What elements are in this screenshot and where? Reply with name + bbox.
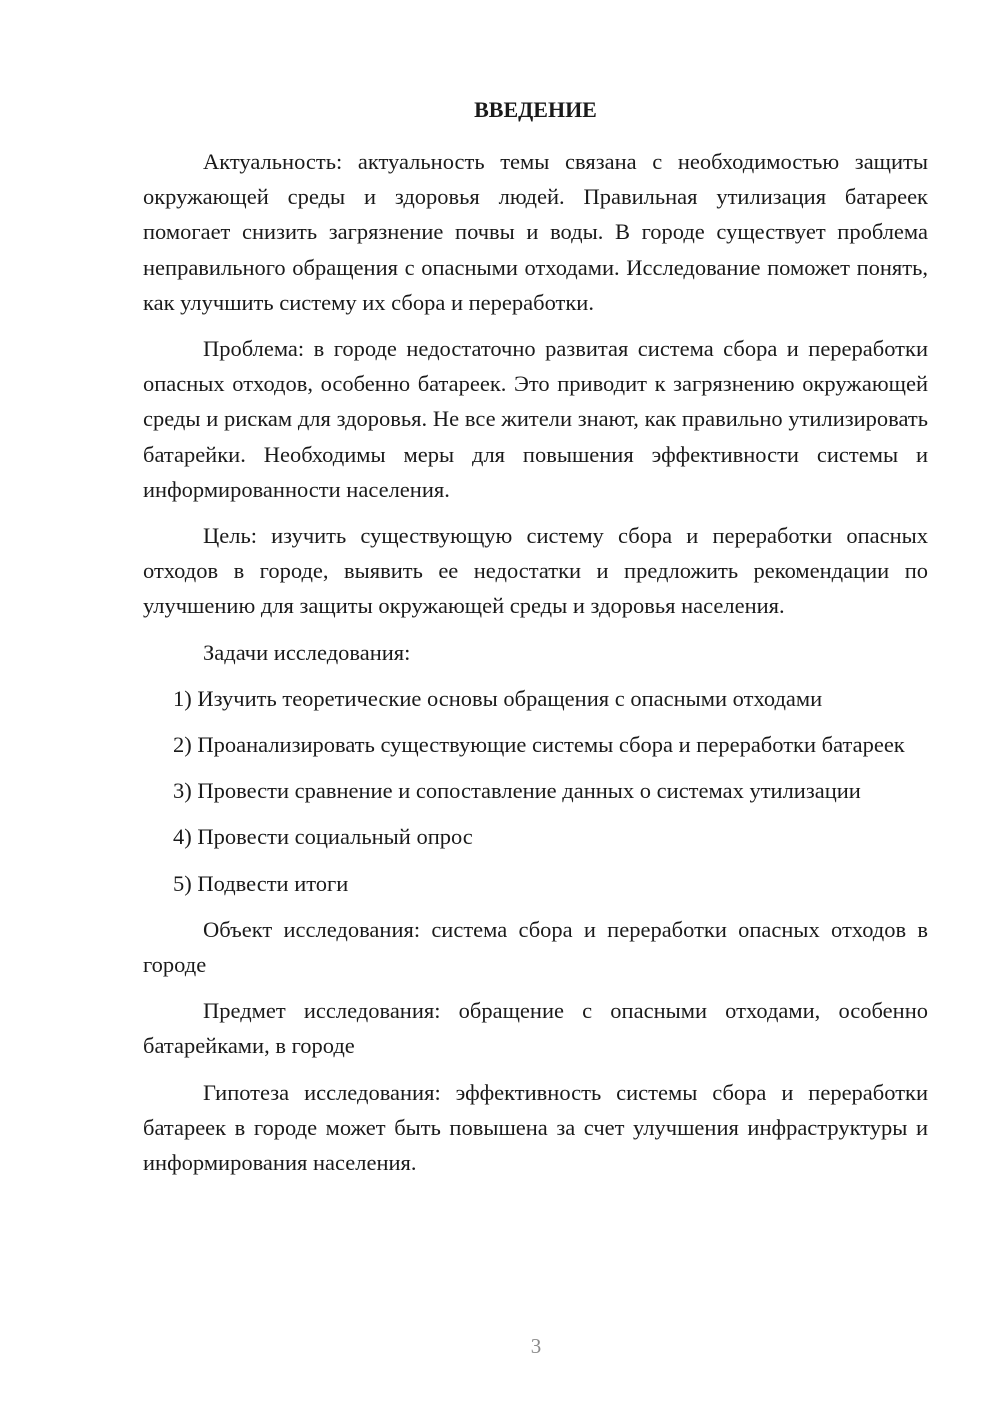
hypothesis-paragraph: Гипотеза исследования: эффективность системы сбора и переработки батареек в городе может быть повышена за счет улучшения инфраструктуры и информирования населения. (143, 1079, 928, 1176)
task-item-4: 4) Провести социальный опрос (173, 824, 473, 850)
tasks-heading: Задачи исследования: (203, 639, 411, 665)
page-title: ВВЕДЕНИЕ (474, 97, 597, 122)
object-paragraph: Объект исследования: система сбора и переработки опасных отходов в городе (143, 916, 928, 978)
task-item-5: 5) Подвести итоги (173, 870, 349, 896)
problem-paragraph: Проблема: в городе недостаточно развитая система сбора и переработки опасных отходов, особенно батареек. Это приводит к загрязнению окружающей среды и рискам для здоровья. Не все жители знают, как правильно утилизировать батарейки. Необходимы меры для повышения эффективности системы и информированности населения. (143, 336, 928, 502)
relevance-paragraph: Актуальность: актуальность темы связана с необходимостью защиты окружающей среды и здоровья людей. Правильная утилизация батареек помогает снизить загрязнение почвы и воды. В городе существует проблема неправильного обращения с опасными отходами. Исследование поможет понять, как улучшить систему их сбора и переработки. (143, 149, 928, 315)
task-item-1: 1) Изучить теоретические основы обращения с опасными отходами (173, 685, 823, 711)
document-page (143, 92, 928, 1180)
task-item-3: 3) Провести сравнение и сопоставление данных о системах утилизации (173, 778, 861, 804)
page-number: 3 (530, 1334, 542, 1358)
subject-paragraph: Предмет исследования: обращение с опасными отходами, особенно батарейками, в городе (143, 998, 928, 1059)
goal-paragraph: Цель: изучить существующую систему сбора и переработки опасных отходов в городе, выявить ее недостатки и предложить рекомендации по улучшению для защиты окружающей среды и здоровья населения. (143, 523, 928, 619)
task-item-2: 2) Проанализировать существующие системы сбора и переработки батареек (173, 732, 905, 758)
